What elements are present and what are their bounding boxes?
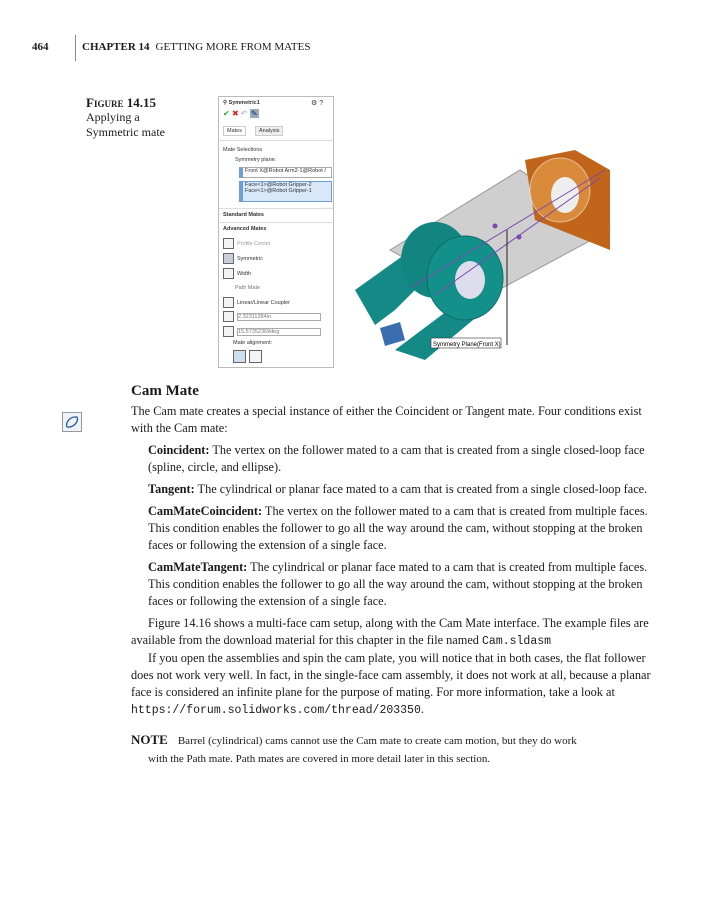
path-mate-option: Path Mate [223, 283, 260, 292]
figure-label: Figure 14.15 [86, 95, 156, 110]
tab-mates[interactable]: Mates [223, 126, 246, 136]
symmetric-option: Symmetric [223, 253, 263, 264]
mate-selections-header[interactable]: Mate Selections [223, 147, 263, 153]
condition-coincident: Coincident: The vertex on the follower mated to a cam that is created from a single closed-loop face (spline, circle, and ellipse). [148, 443, 645, 474]
forum-link[interactable]: https://forum.solidworks.com/thread/203350 [131, 704, 421, 717]
face-item[interactable]: Face<1>@Robot Gripper-1 [245, 188, 312, 194]
caption-line: Symmetric mate [86, 125, 165, 139]
aligned-button[interactable] [233, 350, 246, 363]
linear-coupler-option: Linear/Linear Coupler [223, 297, 290, 308]
distance-icon [223, 311, 234, 322]
page-number: 464 [32, 41, 49, 53]
faces-list[interactable] [239, 181, 332, 202]
symmetric-icon [223, 253, 234, 264]
section-heading: Cam Mate [131, 383, 199, 399]
condition-tangent: Tangent: The cylindrical or planar face mated to a cam that is created from a single closed-loop face. [148, 482, 648, 496]
angle-field[interactable]: 15.57352369deg [237, 328, 321, 336]
angle-row [223, 326, 323, 337]
width-option: Width [223, 268, 251, 279]
ok-icon[interactable]: ✔ [223, 109, 230, 118]
standard-mates-header[interactable]: Standard Mates [223, 212, 264, 218]
header-divider [75, 35, 76, 61]
coupler-icon [223, 297, 234, 308]
face-item[interactable]: Face<1>@Robot Gripper-2 [245, 182, 312, 188]
caption-line: Applying a [86, 110, 140, 124]
undo-icon[interactable]: ↶ [240, 109, 248, 118]
symmetry-plane-field[interactable]: Front X@Robot Arm2-1@Robot / [239, 167, 332, 178]
distance-field[interactable]: 2.32311284in [237, 313, 321, 321]
help-icon[interactable]: ⚙ ? [311, 100, 324, 107]
condition-cammatetangent: CamMateTangent: The cylindrical or planar face mated to a cam that is created from multiple faces. This condition enables the follower to go all the way around the cam, without stopping at the broken faces or following the extension of a single face. [148, 560, 648, 608]
paragraph-follower: If you open the assemblies and spin the cam plate, you will notice that in both cases, the flat follower does not work very well. In fact, in the single-face cam assembly, it does not work at all, because a planar face is considered an infinite plane for the purpose of mating. For more information, take a look at https://forum.solidworks.com/thread/203350. [131, 651, 651, 717]
intro-paragraph: The Cam mate creates a special instance of either the Coincident or Tangent mate. Four conditions exist with the Cam mate: [131, 404, 642, 435]
anti-aligned-button[interactable] [249, 350, 262, 363]
tooltip-label: Symmetry Plane(Front X) [433, 342, 501, 348]
file-name: Cam.sldasm [482, 635, 552, 648]
paperclip-icon: ⚲ [223, 100, 229, 106]
symmetry-plane-label: Symmetry plane: [235, 157, 277, 163]
figure-caption [86, 95, 165, 140]
cam-mate-icon [62, 412, 82, 432]
chapter-label: CHAPTER 14 [82, 41, 150, 53]
panel-title: ⚲ Symmetric1 [223, 100, 260, 106]
condition-cammatecoincident: CamMateCoincident: The vertex on the follower mated to a cam that is created from multiple faces. This condition enables the follower to go all the way around the cam, without stopping at the broken faces or following the extension of a single face. [148, 504, 648, 552]
distance-row [223, 311, 323, 322]
section-body [131, 383, 651, 773]
property-manager-panel [218, 96, 334, 368]
chapter-title: GETTING MORE FROM MATES [155, 41, 311, 53]
cancel-icon[interactable]: ✖ [231, 109, 239, 118]
note-label: NOTE [131, 732, 168, 747]
path-icon [223, 283, 232, 292]
profile-center-icon [223, 238, 234, 249]
paragraph-figure-ref: Figure 14.16 shows a multi-face cam setup, along with the Cam Mate interface. The example files are available from the download material for this chapter in the file named Cam.sldasm [131, 616, 649, 648]
mate-alignment-label: Mate alignment: [233, 340, 273, 346]
advanced-mates-header[interactable]: Advanced Mates [223, 226, 267, 232]
pin-icon[interactable]: ✎ [250, 109, 258, 118]
width-icon [223, 268, 234, 279]
assembly-viewport [335, 150, 615, 362]
tab-analysis[interactable]: Analysis [255, 126, 283, 136]
note-block: NOTE Barrel (cylindrical) cams cannot use the Cam mate to create cam motion, but they do work with the Path mate. Path mates are covered in more detail later in this section. [131, 732, 577, 765]
profile-center-option: Profile Center [223, 238, 271, 249]
angle-icon [223, 326, 234, 337]
